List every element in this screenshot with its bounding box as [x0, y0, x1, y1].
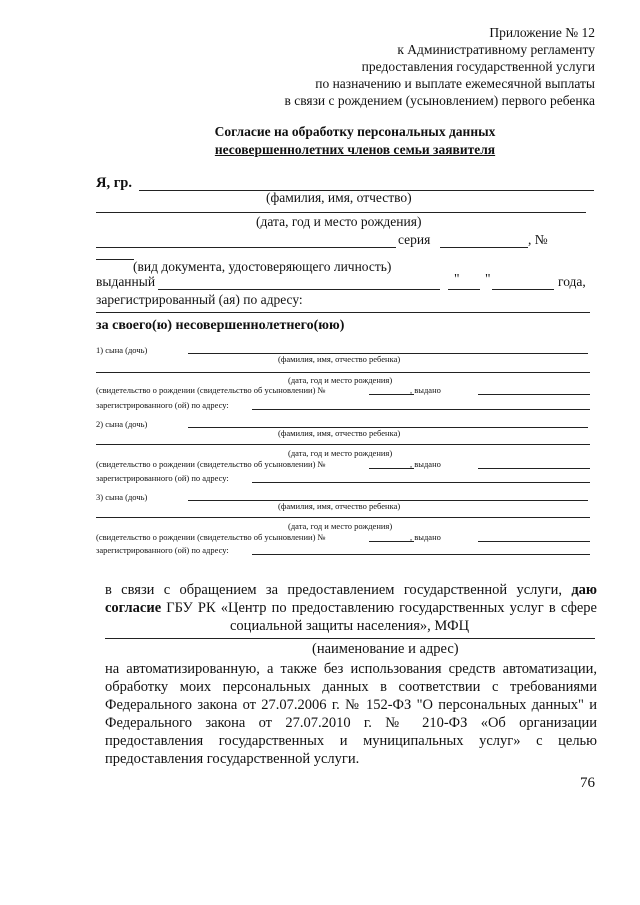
- applicant-birth-caption: (дата, год и место рождения): [256, 214, 422, 229]
- issue-day-field[interactable]: [448, 289, 480, 290]
- child-address-field[interactable]: [252, 409, 590, 410]
- child-birth-caption: (дата, год и место рождения): [288, 375, 393, 385]
- child-son-label: 2) сына (дочь): [96, 419, 148, 429]
- child-cert-label: (свидетельство о рождении (свидетельство об усыновлении) №: [96, 385, 326, 395]
- registered-label: зарегистрированный (ая) по адресу:: [96, 292, 303, 307]
- child-birth-field[interactable]: [96, 517, 590, 518]
- title-line-2: несовершеннолетних членов семьи заявителя: [214, 142, 496, 157]
- child-address-field[interactable]: [252, 482, 590, 483]
- consent-line-2-text: ГБУ РК «Центр по предоставлению государственных услуг в сфере: [166, 600, 597, 616]
- applicant-birth-line[interactable]: [96, 212, 586, 213]
- child-issued-label: , выдано: [410, 532, 441, 542]
- title-line-1: Согласие на обработку персональных данных: [214, 124, 496, 139]
- consent-line-1: [105, 581, 597, 599]
- child-registered-label: зарегистрированного (ой) по адресу:: [96, 545, 229, 555]
- child-issued-field[interactable]: [478, 468, 590, 469]
- child-issued-field[interactable]: [478, 394, 590, 395]
- child-issued-label: , выдано: [410, 385, 441, 395]
- quote-open: ": [454, 271, 460, 286]
- consent-body-last-line: предоставления государственной услуги.: [105, 751, 360, 767]
- quote-close: ": [485, 271, 491, 286]
- child-son-label: 1) сына (дочь): [96, 345, 148, 355]
- consent-body-line-4: Федерального закона от 27.07.2010 г. № 210-ФЗ «Об организации: [105, 715, 597, 731]
- series-label: серия: [398, 232, 431, 247]
- issue-month-field[interactable]: [492, 289, 554, 290]
- series-field[interactable]: [440, 247, 528, 248]
- header-line-3: предоставления государственной услуги: [361, 59, 595, 74]
- child-registered-label: зарегистрированного (ой) по адресу:: [96, 473, 229, 483]
- applicant-fio-caption: (фамилия, имя, отчество): [266, 190, 412, 205]
- minors-heading: за своего(ю) несовершеннолетнего(юю): [96, 318, 345, 333]
- applicant-doc-line[interactable]: [96, 247, 396, 248]
- child-fio-caption: (фамилия, имя, отчество ребенка): [278, 354, 401, 364]
- child-fio-caption: (фамилия, имя, отчество ребенка): [278, 501, 401, 511]
- issued-by-field[interactable]: [158, 289, 440, 290]
- child-birth-caption: (дата, год и место рождения): [288, 448, 393, 458]
- organization-name-caption: (наименование и адрес): [312, 641, 459, 657]
- address-line[interactable]: [96, 312, 590, 313]
- organization-name-line[interactable]: [105, 638, 595, 639]
- child-cert-number-field[interactable]: [369, 541, 414, 542]
- consent-body-line-2: обработку моих персональных данных в соответствии с требованиями: [105, 679, 597, 695]
- consent-give-word: даю: [571, 582, 598, 598]
- consent-line-3: социальной защиты населения», МФЦ: [230, 618, 470, 634]
- number-label: , №: [528, 232, 548, 247]
- child-cert-label: (свидетельство о рождении (свидетельство об усыновлении) №: [96, 459, 326, 469]
- issued-label: выданный: [96, 274, 156, 289]
- child-issued-field[interactable]: [478, 541, 590, 542]
- child-cert-number-field[interactable]: [369, 394, 414, 395]
- consent-body-line-1: на автоматизированную, а также без использования средств автоматизации,: [105, 661, 597, 677]
- header-line-1: Приложение № 12: [489, 25, 595, 40]
- consent-line-2: [105, 599, 597, 617]
- applicant-prefix: Я, гр.: [96, 175, 132, 191]
- child-birth-caption: (дата, год и место рождения): [288, 521, 393, 531]
- consent-body-line-5: предоставления государственных и муниципальных услуг» с целью: [105, 733, 597, 749]
- child-birth-field[interactable]: [96, 372, 590, 373]
- child-birth-field[interactable]: [96, 444, 590, 445]
- child-son-label: 3) сына (дочь): [96, 492, 148, 502]
- child-issued-label: , выдано: [410, 459, 441, 469]
- consent-body-line-3: Федерального закона от 27.07.2006 г. № 152-ФЗ "О персональных данных" и: [105, 697, 597, 713]
- consent-line-1-text: в связи с обращением за предоставлением государственной услуги,: [105, 582, 562, 598]
- child-registered-label: зарегистрированного (ой) по адресу:: [96, 400, 229, 410]
- year-label: года,: [558, 274, 586, 289]
- header-line-4: по назначению и выплате ежемесячной выплаты: [315, 76, 595, 91]
- number-field[interactable]: [96, 259, 134, 260]
- document-type-caption: (вид документа, удостоверяющего личность): [133, 259, 392, 274]
- document-title: [35, 123, 640, 159]
- page-number: 76: [580, 775, 595, 791]
- header-line-2: к Административному регламенту: [397, 42, 595, 57]
- header-line-5: в связи с рождением (усыновлением) первого ребенка: [284, 93, 595, 108]
- child-fio-caption: (фамилия, имя, отчество ребенка): [278, 428, 401, 438]
- child-address-field[interactable]: [252, 554, 590, 555]
- child-cert-label: (свидетельство о рождении (свидетельство об усыновлении) №: [96, 532, 326, 542]
- consent-word: согласие: [105, 600, 162, 616]
- child-cert-number-field[interactable]: [369, 468, 414, 469]
